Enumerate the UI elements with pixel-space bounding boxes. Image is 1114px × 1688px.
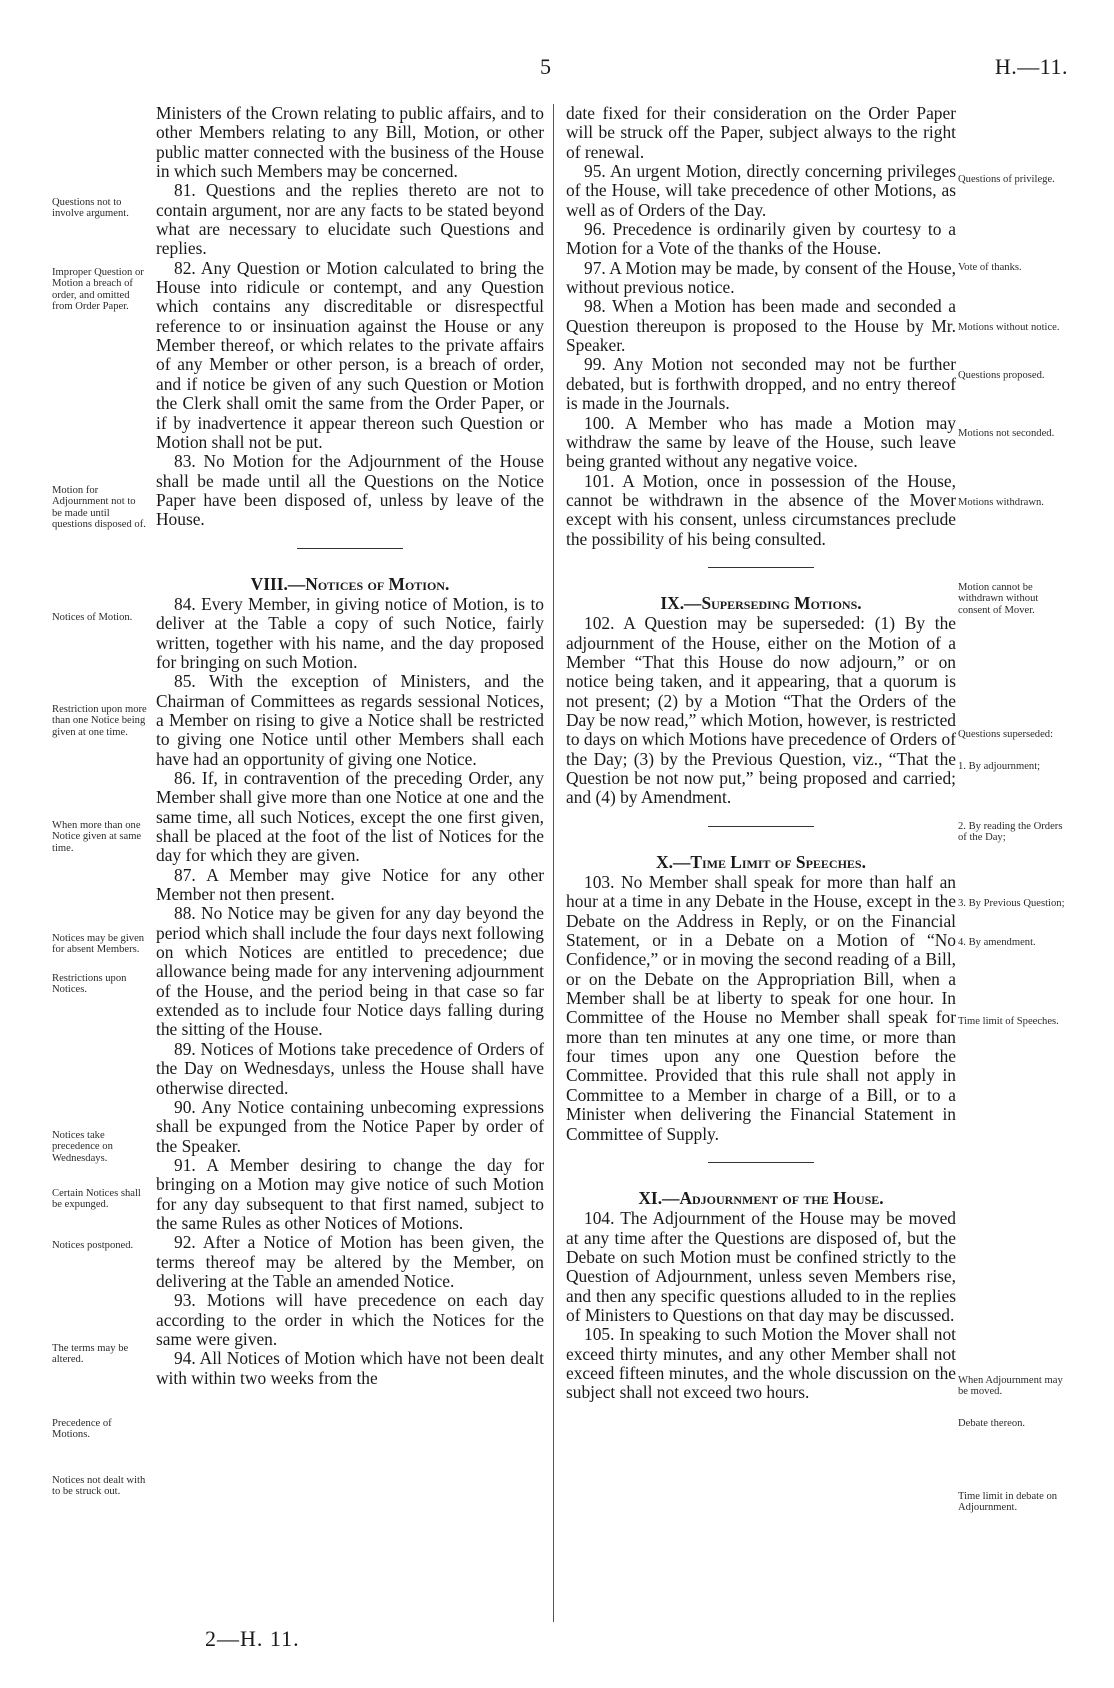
margin-note-102-2: 2. By reading the Orders of the Day; (958, 821, 1063, 844)
paragraph-88: 88. No Notice may be given for any day beyond the period which shall include the four days next following on which Notices are entitled to precedence; due allowance being made for any intervening adjournment of the House, and the period being in that case so far extended as to include four Notice days falling during the sitting of the House. (156, 903, 544, 1040)
page-number: 5 (540, 54, 551, 79)
paragraph-90: 90. Any Notice containing unbecoming expressions shall be expunged from the Notice Paper by order of the Speaker. (156, 1096, 544, 1156)
paragraph-102: 102. A Question may be superseded: (1) By the adjournment of the House, either on the Motion of a Member “That this House do now adjourn,” or on notice being taken, and it appearing, that a quorum is not present; (2) by a Motion “That the Orders of the Day be now read,” which Motion, however, is restricted to days on which Motions have precedence of Orders of the Day; (3) by the Previous Question, viz., “That the Question be not now put,” being proposed and carried; and (4) by Amendment. (566, 613, 956, 808)
paragraph-99: 99. Any Motion not seconded may not be further debated, but is forthwith dropped, and no entry thereof is made in the Journals. (566, 354, 956, 414)
paragraph-105: 105. In speaking to such Motion the Mover shall not exceed thirty minutes, and any other Member shall not exceed fifteen minutes, and the whole discussion on the subject shall not exceed two hours. (566, 1324, 956, 1403)
paragraph-98: 98. When a Motion has been made and seconded a Question thereupon is proposed to the House by Mr. Speaker. (566, 296, 956, 356)
paragraph-91: 91. A Member desiring to change the day for bringing on a Motion may give notice of such Motion for any day subsequent to that first named, subject to the same Rules as other Notices of Motions. (156, 1154, 544, 1233)
margin-note-87: Notices may be given for absent Members. (52, 933, 145, 956)
section-divider (708, 1162, 814, 1163)
paragraph-85: 85. With the exception of Ministers, and the Chairman of Committees as regards sessional Notices, a Member on rising to give a Notice shall be restricted to giving one Notice until other Members shall each have had an opportunity of giving one Notice. (156, 671, 544, 769)
paragraph-94: 94. All Notices of Motion which have not been dealt with within two weeks from the (156, 1348, 544, 1388)
paragraph-96: 96. Precedence is ordinarily given by courtesy to a Motion for a Vote of the thanks of the House. (566, 219, 956, 259)
paragraph-95: 95. An urgent Motion, directly concerning privileges of the House, will take precedence of other Motions, as well as of Orders of the Day. (566, 161, 956, 220)
margin-note-99: Motions not seconded. (958, 428, 1055, 439)
signature-mark: 2—H. 11. (205, 1626, 300, 1651)
margin-note-102-4: 4. By amendment. (958, 937, 1036, 948)
margin-note-81: Questions not to involve argument. (52, 197, 129, 220)
margin-note-84: Notices of Motion. (52, 612, 133, 623)
section-divider (297, 548, 403, 549)
paper-reference: H.—11. (994, 54, 1068, 79)
margin-note-92: The terms may be altered. (52, 1343, 129, 1366)
margin-note-89: Notices take precedence on Wednesdays. (52, 1130, 113, 1164)
paragraph-83: 83. No Motion for the Adjournment of the House shall be made until all the Questions on the Notice Paper have been disposed of, unless by leave of the House. (156, 451, 544, 530)
margin-note-93: Precedence of Motions. (52, 1418, 112, 1441)
section-divider (708, 567, 814, 568)
paragraph-100: 100. A Member who has made a Motion may withdraw the same by leave of the House, such leave being granted without any negative voice. (566, 412, 956, 472)
left-column (156, 104, 544, 1388)
margin-note-90: Certain Notices shall be expunged. (52, 1188, 141, 1211)
margin-note-101: Motion cannot be withdrawn without consent of Mover. (958, 582, 1039, 616)
section-heading-ix: IX.—Superseding Motions. (660, 592, 862, 613)
margin-note-82: Improper Question or Motion a breach of order, and omitted from Order Paper. (52, 267, 144, 313)
margin-note-102: Questions superseded: (958, 729, 1054, 740)
section-heading-xi: XI.—Adjournment of the House. (638, 1187, 884, 1208)
margin-note-86: When more than one Notice given at same time. (52, 820, 142, 854)
margin-note-91: Notices postponed. (52, 1240, 134, 1251)
paragraph-82: 82. Any Question or Motion calculated to bring the House into ridicule or contempt, and any Question which contains any discreditable or disrespectful reference to or insinuation against the House or any Member thereof, or which relates to the private affairs of any Member or other person, is a breach of order, and if notice be given of any such Question or Motion the Clerk shall omit the same from the Order Paper, or if by inadvertence it appear thereon such Question or Motion shall not be put. (156, 257, 544, 452)
paragraph-97: 97. A Motion may be made, by consent of the House, without previous notice. (566, 257, 956, 298)
paragraph-92: 92. After a Notice of Motion has been given, the terms thereof may be altered by the Member, on delivering at the Table an amended Notice. (156, 1232, 544, 1291)
margin-note-85: Restriction upon more than one Notice being given at one time. (52, 704, 147, 738)
margin-note-97: Motions without notice. (958, 322, 1060, 333)
margin-note-105: Time limit in debate on Adjournment. (958, 1491, 1058, 1514)
margin-note-102-1: 1. By adjournment; (958, 761, 1041, 772)
section-heading-x: X.—Time Limit of Speeches. (656, 851, 866, 872)
margin-note-95: Questions of privilege. (958, 174, 1055, 185)
section-divider (708, 826, 814, 827)
margin-note-103: Time limit of Speeches. (958, 1016, 1059, 1027)
margin-note-88: Restrictions upon Notices. (52, 973, 127, 996)
column-divider (553, 104, 554, 1622)
margin-note-102-3: 3. By Previous Question; (958, 898, 1065, 909)
paragraph-93: 93. Motions will have precedence on each day according to the order in which the Notices for the same were given. (156, 1290, 544, 1349)
section-heading-viii: VIII.—Notices of Motion. (250, 573, 450, 594)
margin-note-83: Motion for Adjournment not to be made until questions disposed of. (52, 485, 146, 531)
margin-note-104b: Debate thereon. (958, 1418, 1026, 1429)
paragraph-101: 101. A Motion, once in possession of the House, cannot be withdrawn in the absence of the Mover except with his consent, unless circumstances preclude the possibility of his being consulted. (566, 470, 956, 549)
paragraph-86: 86. If, in contravention of the preceding Order, any Member shall give more than one Notice at one and the same time, all such Notices, except the one first given, shall be placed at the foot of the list of Notices for the day for which they are given. (156, 768, 544, 866)
paragraph-80-continued: Ministers of the Crown relating to public affairs, and to other Members relating to any Bill, Motion, or other public matter connected with the business of the House in which such Members may be concerned. (156, 103, 544, 182)
margin-note-98: Questions proposed. (958, 370, 1045, 381)
paragraph-84: 84. Every Member, in giving notice of Motion, is to deliver at the Table a copy of such Notice, fairly written, together with his name, and the day proposed for bringing on such Motion. (156, 593, 544, 672)
margin-note-94: Notices not dealt with to be struck out. (52, 1475, 146, 1498)
margin-note-100: Motions withdrawn. (958, 497, 1044, 508)
paragraph-104: 104. The Adjournment of the House may be moved at any time after the Questions are disposed of, but the Debate on such Motion must be confined strictly to the Question of Adjournment, unless seven Members rise, and then any specific questions alluded to in the replies of Ministers to Questions on that day may be discussed. (566, 1208, 956, 1325)
margin-note-104a: When Adjournment may be moved. (958, 1375, 1063, 1398)
paragraph-94-continued: date fixed for their consideration on the Order Paper will be struck off the Paper, subject always to the right of renewal. (566, 103, 956, 162)
paragraph-87: 87. A Member may give Notice for any other Member not then present. (156, 864, 544, 905)
paragraph-89: 89. Notices of Motions take precedence of Orders of the Day on Wednesdays, unless the House shall have otherwise directed. (156, 1038, 544, 1098)
right-column (566, 104, 956, 1403)
paragraph-103: 103. No Member shall speak for more than half an hour at a time in any Debate in the House, except in the Debate on the Address in Reply, or on the Financial Statement, or in a Debate on a Motion of “No Confidence,” or in moving the second reading of a Bill, or on the Debate on the Appropriation Bill, when a Member shall be at liberty to speak for one hour. In Committee of the House no Member shall speak for more than ten minutes at any one time, or more than four times upon any one Question before the Committee. Provided that this rule shall not apply in Committee to a Member in charge of a Bill, or to a Minister when delivering the Financial Statement in Committee of Supply. (566, 872, 956, 1144)
paragraph-81: 81. Questions and the replies thereto are not to contain argument, nor are any facts to be stated beyond what are necessary to elucidate such Questions and replies. (156, 180, 544, 259)
margin-note-96: Vote of thanks. (958, 262, 1022, 273)
